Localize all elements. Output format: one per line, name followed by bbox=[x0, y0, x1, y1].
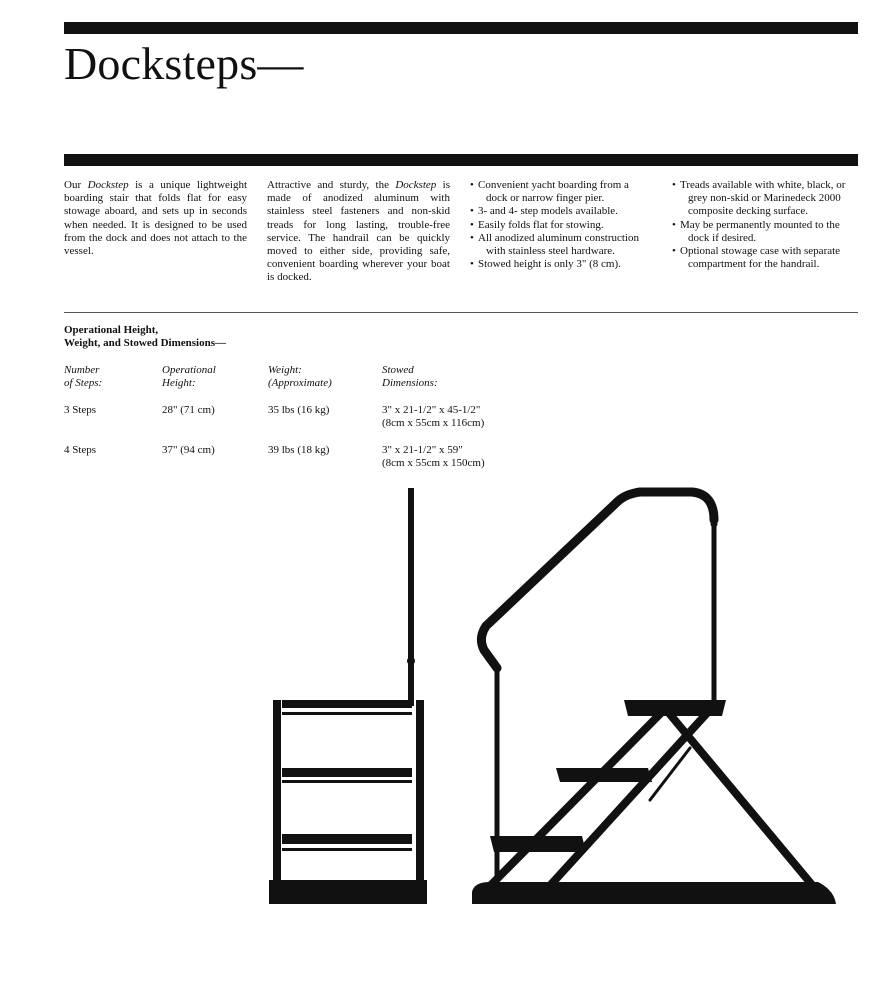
specs-heading: Operational Height, Weight, and Stowed Dimensions— bbox=[64, 324, 226, 349]
table-cell-weight: 39 lbs (18 kg) bbox=[268, 444, 330, 456]
feature-item: • Treads available with white, black, or grey non-skid or Marinedeck 2000 composite decking surface. bbox=[672, 179, 846, 218]
feature-item: • May be permanently mounted to the dock if desired. bbox=[672, 218, 840, 244]
table-cell-steps: 4 Steps bbox=[64, 444, 97, 456]
table-cell-height: 37" (94 cm) bbox=[162, 444, 215, 456]
feature-item: • Convenient yacht boarding from a dock or narrow finger pier. bbox=[470, 179, 629, 205]
intro-col2-text: is made of anodized aluminum with stainless steel fasteners and non-skid treads for long lasting, trouble-free service. The handrail can be quickly moved to either side, providing safe, convenient boarding wherever your boat is docked. bbox=[267, 179, 450, 284]
intro-col1-product: Dockstep bbox=[87, 179, 129, 191]
feature-item: • Easily folds flat for stowing. bbox=[470, 218, 604, 231]
front-view-drawing bbox=[269, 488, 427, 904]
feature-item: • Optional stowage case with separate compartment for the handrail. bbox=[672, 245, 841, 271]
table-cell-dimensions: 3" x 21-1/2" x 45-1/2" (8cm x 55cm x 116cm) bbox=[382, 404, 485, 429]
table-cell-dimensions: 3" x 21-1/2" x 59" (8cm x 55cm x 150cm) bbox=[382, 444, 485, 469]
feature-item: • All anodized aluminum construction with stainless steel hardware. bbox=[470, 231, 639, 258]
page-title: Docksteps— bbox=[64, 38, 304, 89]
feature-item: • 3- and 4- step models available. bbox=[470, 205, 618, 218]
column-header-steps: Number of Steps: bbox=[64, 364, 103, 389]
divider bbox=[64, 312, 858, 313]
feature-list-2 bbox=[664, 179, 858, 271]
dockstep-illustration bbox=[0, 480, 886, 920]
top-rule bbox=[64, 22, 858, 34]
column-header-weight: Weight: (Approximate) bbox=[268, 364, 332, 389]
feature-list-1 bbox=[462, 179, 646, 271]
table-cell-steps: 3 Steps bbox=[64, 404, 97, 416]
feature-item: • Stowed height is only 3" (8 cm). bbox=[470, 258, 621, 271]
table-cell-height: 28" (71 cm) bbox=[162, 404, 215, 416]
intro-col1-prefix: Our bbox=[64, 179, 88, 191]
intro-col2-product: Dockstep bbox=[395, 179, 437, 191]
intro-column-2 bbox=[267, 179, 450, 285]
intro-col1-text: is a unique lightweight boarding stair that folds flat for easy stowage aboard, and sets up in seconds when needed. It is designed to be used from the dock and does not attach to the vessel. bbox=[64, 179, 248, 258]
section-rule bbox=[64, 154, 858, 166]
column-header-height: Operational Height: bbox=[162, 364, 216, 389]
side-view-drawing bbox=[481, 492, 818, 892]
side-view-treads bbox=[472, 700, 836, 904]
intro-col2-prefix: Attractive and sturdy, the bbox=[267, 179, 396, 191]
table-cell-weight: 35 lbs (16 kg) bbox=[268, 404, 330, 416]
intro-column-1 bbox=[64, 179, 247, 258]
column-header-dimensions: Stowed Dimensions: bbox=[382, 364, 438, 389]
